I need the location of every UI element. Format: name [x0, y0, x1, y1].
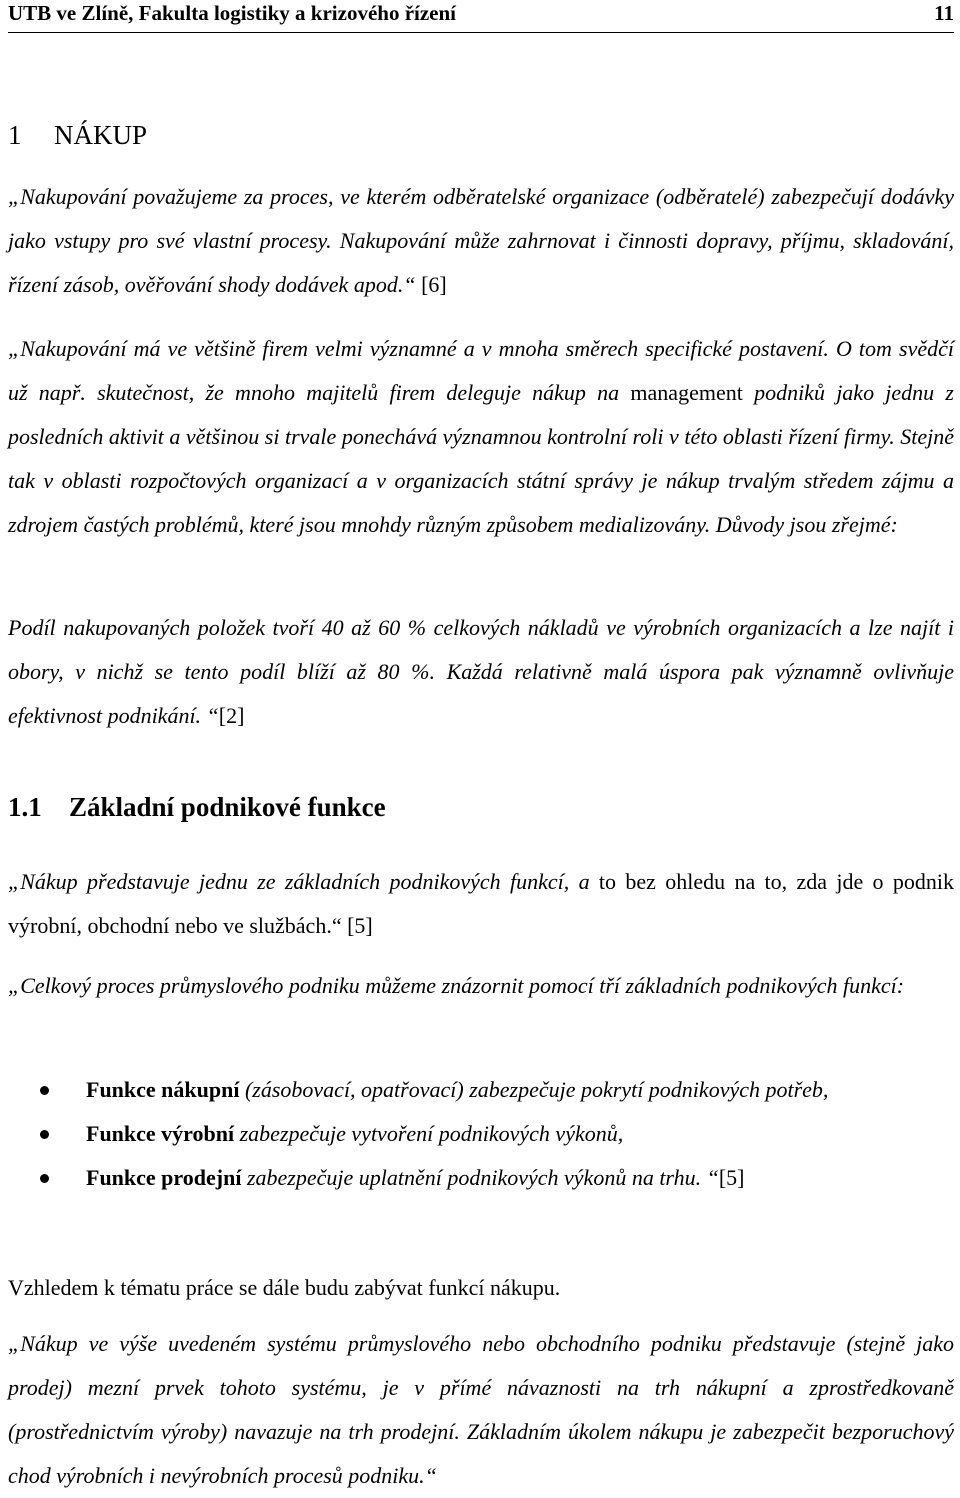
paragraph-2-plain: management: [630, 380, 743, 405]
paragraph-3: [8, 606, 954, 738]
header-page-number: 11: [934, 1, 954, 25]
paragraph-2: [8, 327, 954, 547]
paragraph-1-quote: „Nakupování považujeme za proces, ve kterém odběratelské organizace (odběratelé) zabezpečují dodávky jako vstupy pro své vlastní procesy. Nakupování může zahrnovat i činnosti dopravy, příjmu, skladování, řízení zásob, ověřování shody dodávek apod.“: [8, 184, 954, 297]
paragraph-7: [8, 1322, 954, 1498]
paragraph-4-plain: to bez ohledu na to, zda jde o podnik výrobní, obchodní nebo ve službách.“: [8, 869, 954, 938]
chapter-title: NÁKUP: [54, 120, 148, 150]
paragraph-4-quote: „Nákup představuje jednu ze základních podnikových funkcí, a: [8, 869, 590, 894]
section-title: Základní podnikové funkce: [69, 792, 386, 822]
bullet-icon: [40, 1086, 49, 1095]
functions-list: [8, 1068, 954, 1200]
paragraph-6-text: Vzhledem k tématu práce se dále budu zabývat funkcí nákupu.: [8, 1275, 561, 1300]
paragraph-3-quote: Podíl nakupovaných položek tvoří 40 až 60 % celkových nákladů ve výrobních organizacích a lze najít i obory, v nichž se tento podíl blíží až 80 %. Každá relativně malá úspora pak významně ovlivňuje efektivnost podnikání. “: [8, 615, 954, 728]
paragraph-5: [8, 964, 954, 1008]
list-item-text: zabezpečuje vytvoření podnikových výkonů,: [234, 1121, 624, 1146]
section-number: 1.1: [8, 792, 42, 822]
list-item-bold: Funkce prodejní: [86, 1165, 242, 1190]
list-item-bold: Funkce nákupní: [86, 1077, 240, 1102]
bullet-icon: [40, 1130, 49, 1139]
paragraph-5-quote: „Celkový proces průmyslového podniku můžeme znázornit pomocí tří základních podnikových funkcí:: [8, 973, 905, 998]
paragraph-6: [8, 1266, 954, 1310]
header-title: UTB ve Zlíně, Fakulta logistiky a krizového řízení: [8, 1, 457, 25]
section-heading: [8, 790, 386, 824]
chapter-heading: [8, 118, 147, 152]
chapter-number: 1: [8, 120, 22, 150]
bullet-icon: [40, 1174, 49, 1183]
paragraph-1: [8, 175, 954, 307]
list-item-text: zabezpečuje uplatnění podnikových výkonů na trhu. “: [241, 1165, 719, 1190]
list-item-text: (zásobovací, opatřovací) zabezpečuje pokrytí podnikových potřeb,: [239, 1077, 829, 1102]
paragraph-4-reference: [5]: [341, 913, 373, 938]
paragraph-2-quote: „Nakupování má ve většině firem velmi významné a v mnoha směrech specifické postavení. O tom svědčí už např. skutečnost, že mnoho majitelů firem deleguje nákup na: [8, 336, 954, 405]
list-item: [8, 1112, 954, 1156]
paragraph-2-rest: podniků jako jednu z posledních aktivit a většinou si trvale ponechává významnou kontrolní roli v této oblasti řízení firmy. Stejně tak v oblasti rozpočtových organizací a v organizacích státní správy je nákup trvalým středem zájmu a zdrojem častých problémů, které jsou mnohdy různým způsobem medializovány. Důvody jsou zřejmé:: [8, 380, 954, 537]
paragraph-1-reference: [6]: [415, 272, 447, 297]
paragraph-7-quote: „Nákup ve výše uvedeném systému průmyslového nebo obchodního podniku představuje (stejně jako prodej) mezní prvek tohoto systému, je v přímé návaznosti na trh nákupní a zprostředkovaně (prostřednictvím výroby) navazuje na trh prodejní. Základním úkolem nákupu je zabezpečit bezporuchový chod výrobních i nevýrobních procesů podniku.“: [8, 1331, 954, 1488]
list-item: [8, 1156, 954, 1200]
list-item: [8, 1068, 954, 1112]
list-item-bold: Funkce výrobní: [86, 1121, 235, 1146]
paragraph-4: [8, 860, 954, 948]
list-item-reference: [5]: [718, 1165, 745, 1190]
running-header: [8, 0, 954, 33]
paragraph-3-reference: [2]: [218, 703, 245, 728]
